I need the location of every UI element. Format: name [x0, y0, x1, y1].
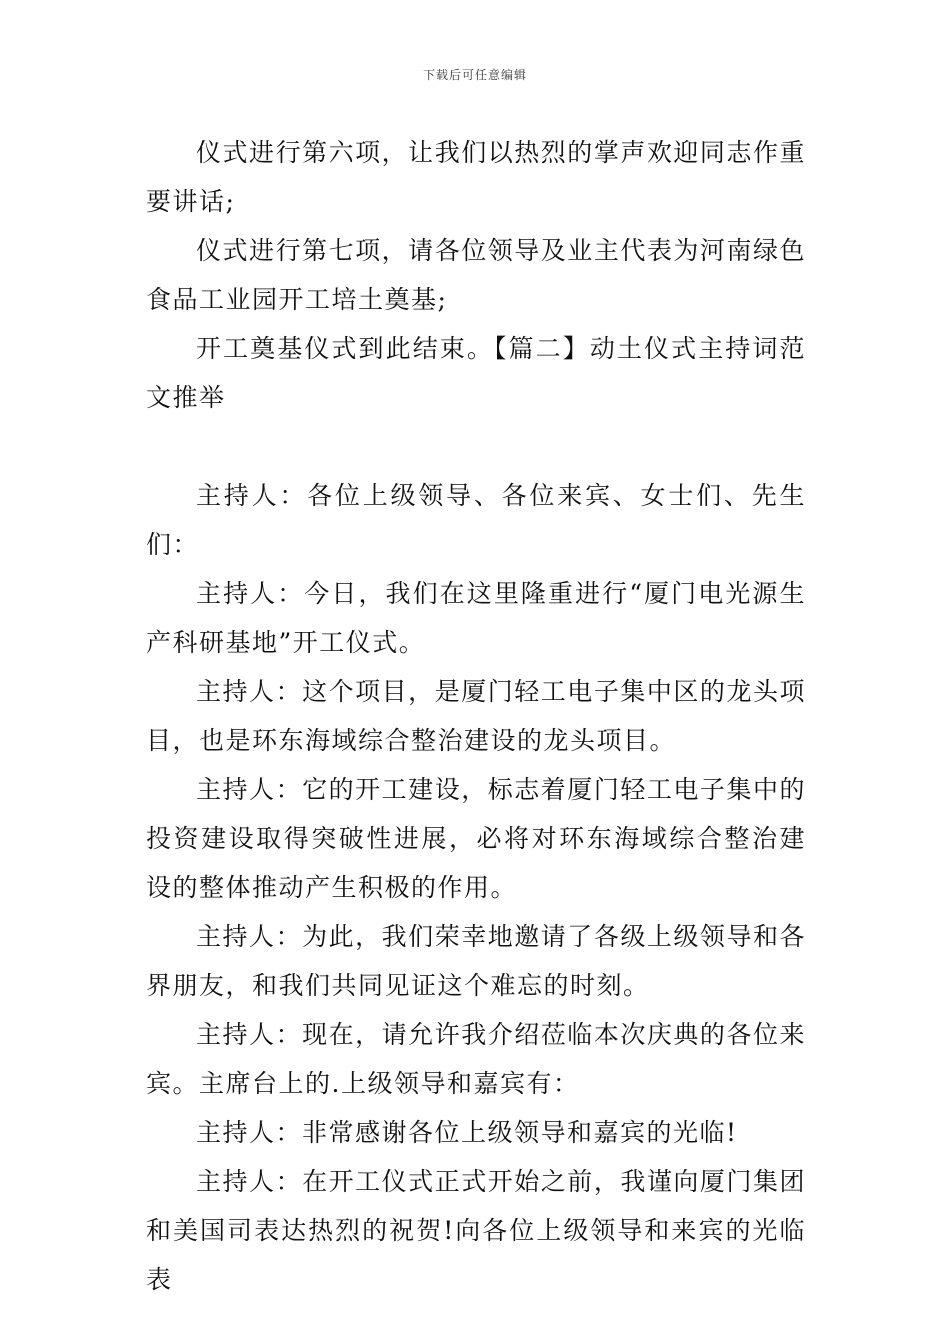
paragraph: 仪式进行第六项，让我们以热烈的掌声欢迎同志作重要讲话; [146, 138, 806, 216]
paragraph: 开工奠基仪式到此结束。【篇二】动土仪式主持词范文推举 [146, 334, 806, 412]
paragraph: 主持人：今日，我们在这里隆重进行“厦门电光源生产科研基地”开工仪式。 [146, 579, 806, 657]
paragraph: 主持人：它的开工建设，标志着厦门轻工电子集中的投资建设取得突破性进展，必将对环东海域综合整治建设的整体推动产生积极的作用。 [146, 775, 806, 902]
paragraph: 主持人：现在，请允许我介绍莅临本次庆典的各位来宾。主席台上的.上级领导和嘉宾有： [146, 1020, 806, 1098]
paragraph: 主持人：在开工仪式正式开始之前，我谨向厦门集团和美国司表达热烈的祝贺!向各位上级领导和来宾的光临表 [146, 1167, 806, 1294]
paragraph: 仪式进行第七项，请各位领导及业主代表为河南绿色食品工业园开工培土奠基; [146, 236, 806, 314]
paragraph: 主持人：非常感谢各位上级领导和嘉宾的光临! [196, 1118, 738, 1147]
document-body [146, 128, 806, 1304]
paragraph: 主持人：为此，我们荣幸地邀请了各级上级领导和各界朋友，和我们共同见证这个难忘的时刻。 [146, 922, 806, 1000]
paragraph: 主持人：各位上级领导、各位来宾、女士们、先生们： [146, 481, 806, 559]
header-note: 下载后可任意编辑 [422, 68, 527, 82]
blank-line [146, 422, 806, 471]
paragraph: 主持人：这个项目，是厦门轻工电子集中区的龙头项目，也是环东海域综合整治建设的龙头项目。 [146, 677, 806, 755]
